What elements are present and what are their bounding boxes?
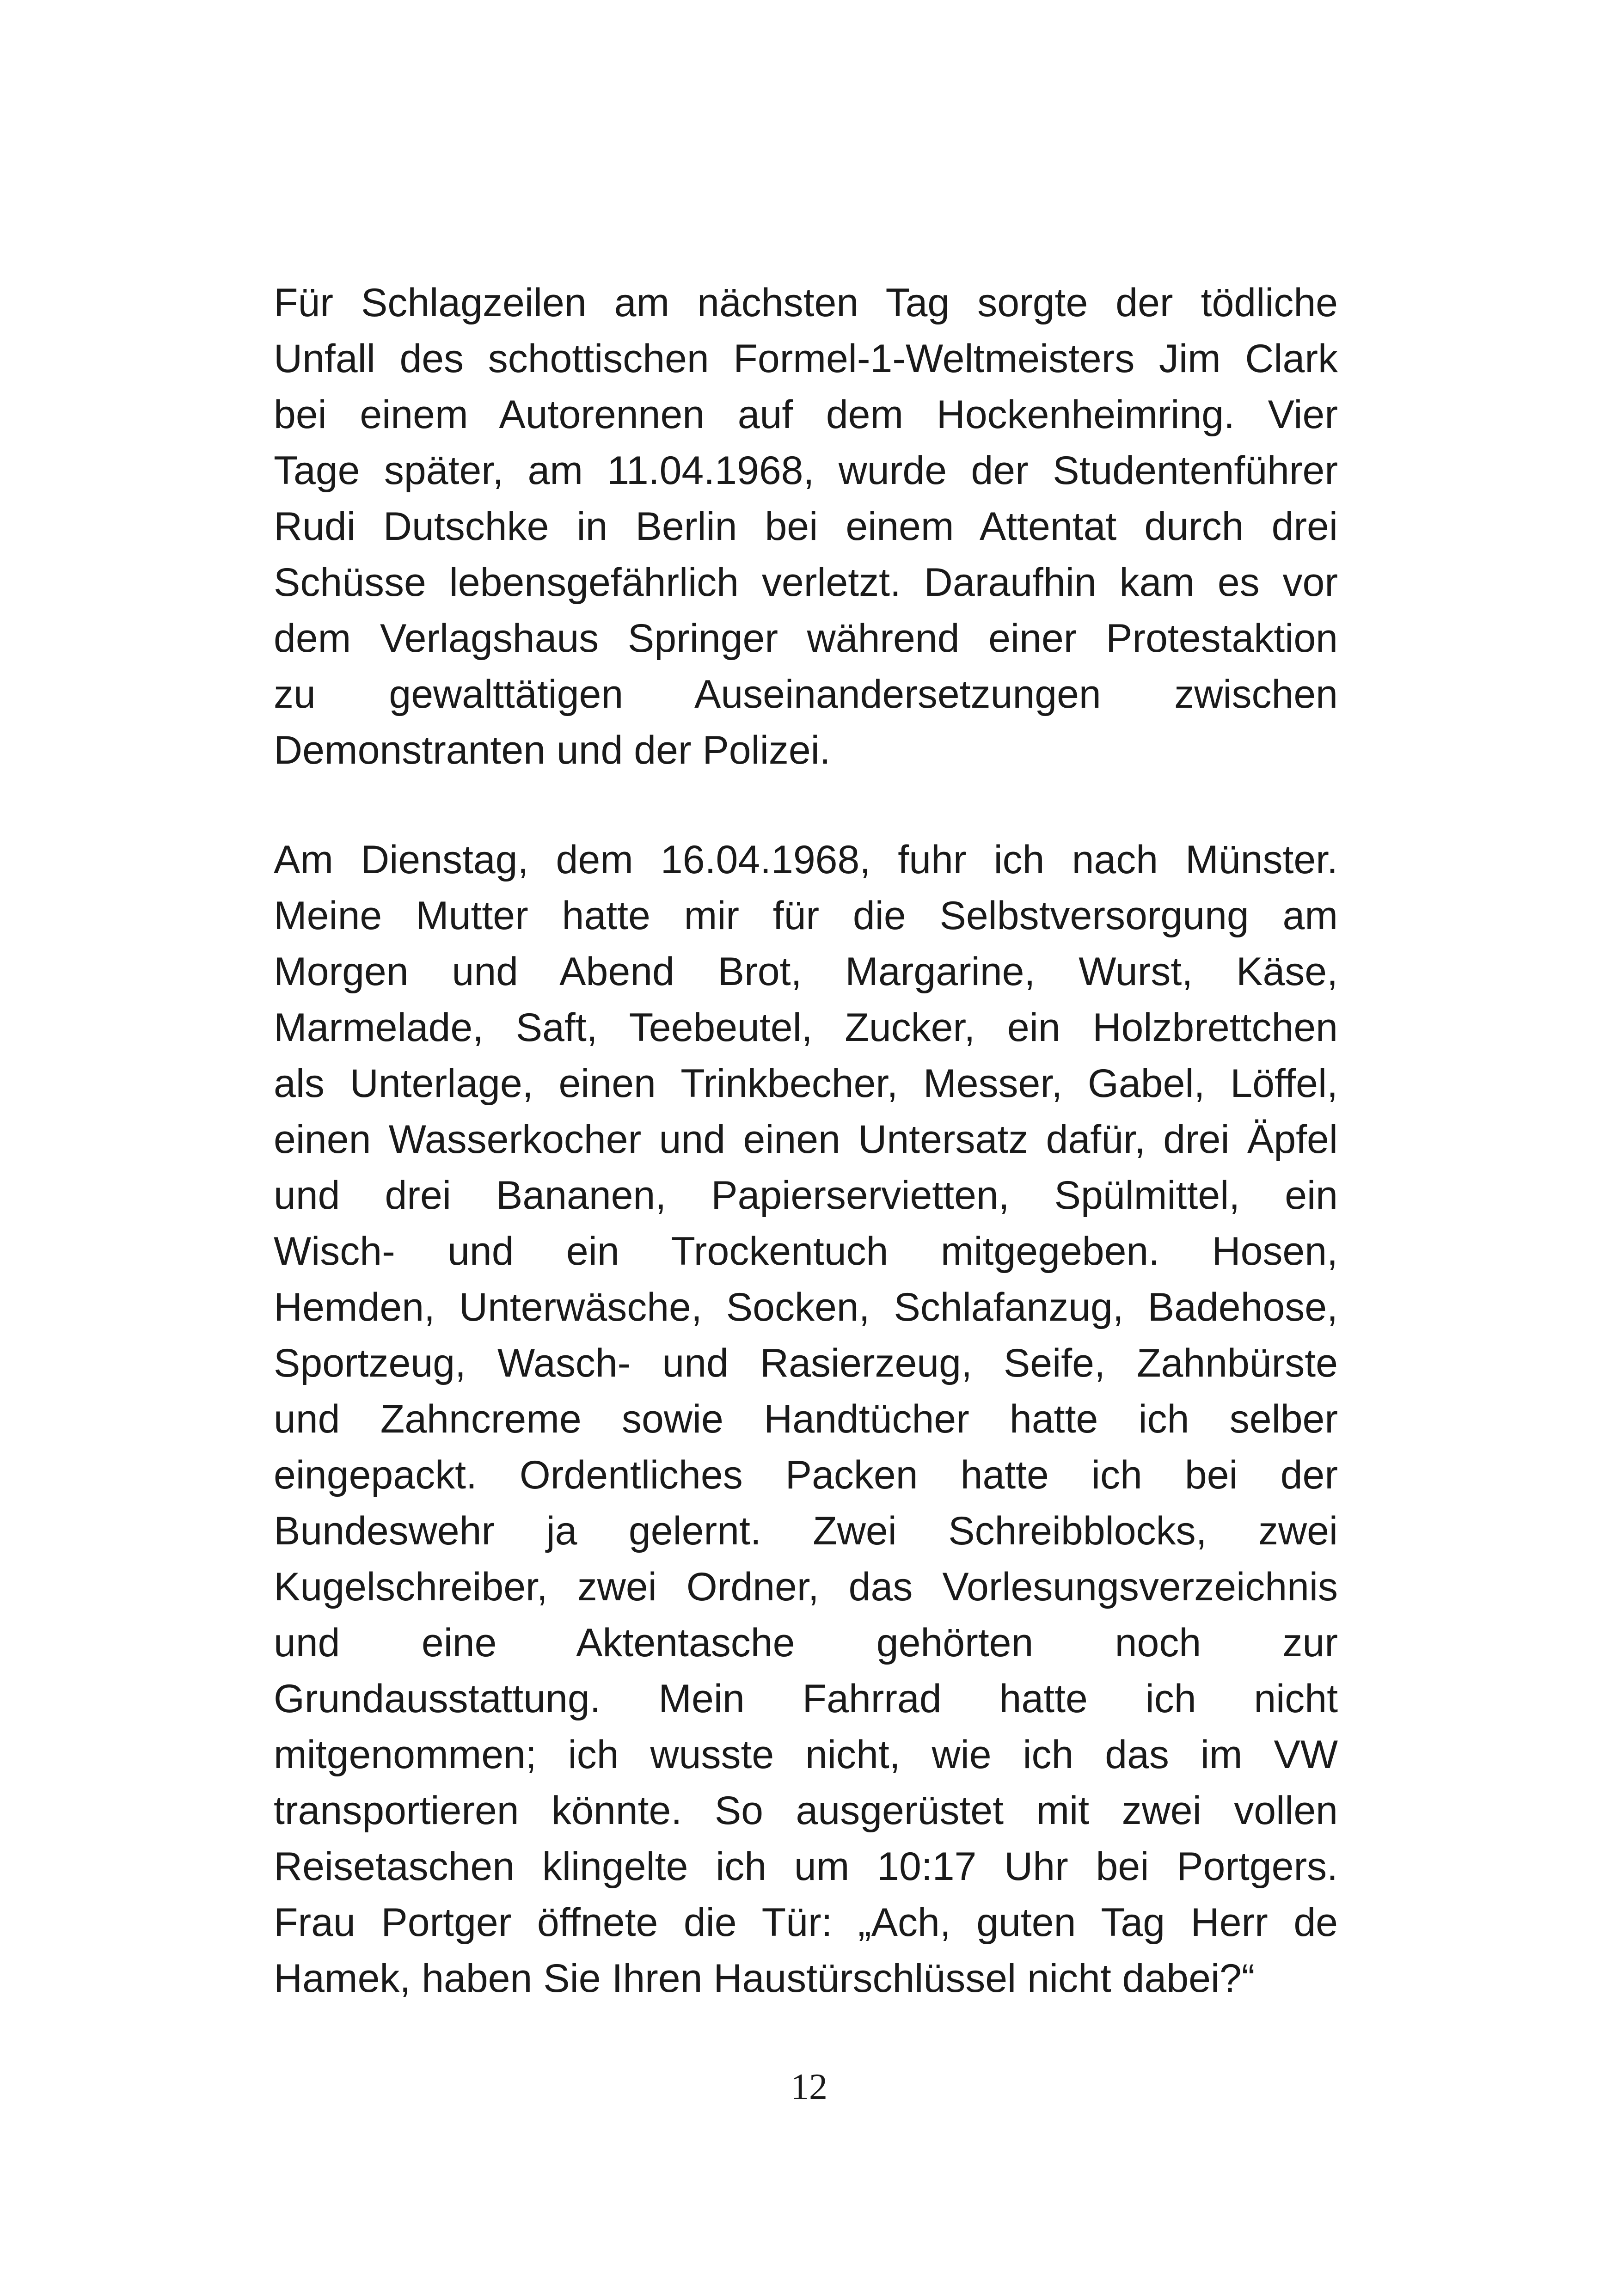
text-line: dem Verlagshaus Springer während einer Protestaktion: [274, 616, 1338, 661]
text-line: mitgenommen; ich wusste nicht, wie ich das im VW: [274, 1733, 1338, 1777]
text-line: zu gewalttätigen Auseinandersetzungen zwischen: [274, 672, 1338, 716]
text-line: Bundeswehr ja gelernt. Zwei Schreibblocks, zwei: [274, 1509, 1338, 1553]
text-line: Unfall des schottischen Formel-1-Weltmeisters Jim Clark: [274, 337, 1338, 381]
text-line: Kugelschreiber, zwei Ordner, das Vorlesungsverzeichnis: [274, 1565, 1338, 1609]
text-line: als Unterlage, einen Trinkbecher, Messer, Gabel, Löffel,: [274, 1061, 1338, 1106]
text-line: transportieren könnte. So ausgerüstet mit zwei vollen: [274, 1788, 1338, 1833]
text-line: Hemden, Unterwäsche, Socken, Schlafanzug, Badehose,: [274, 1285, 1338, 1329]
text-line: bei einem Autorennen auf dem Hockenheimring. Vier: [274, 392, 1338, 437]
text-line: Sportzeug, Wasch- und Rasierzeug, Seife, Zahnbürste: [274, 1341, 1338, 1385]
text-line: Marmelade, Saft, Teebeutel, Zucker, ein Holzbrettchen: [274, 1005, 1338, 1050]
text-line: Demonstranten und der Polizei.: [274, 728, 831, 772]
page-number: 12: [791, 2067, 827, 2107]
paragraph-2: [274, 832, 1338, 2007]
text-line: Für Schlagzeilen am nächsten Tag sorgte der tödliche: [274, 281, 1338, 325]
text-line: Morgen und Abend Brot, Margarine, Wurst, Käse,: [274, 949, 1338, 994]
text-line: eingepackt. Ordentliches Packen hatte ich bei der: [274, 1453, 1338, 1497]
text-line: und Zahncreme sowie Handtücher hatte ich selber: [274, 1397, 1338, 1441]
text-line: Tage später, am 11.04.1968, wurde der Studentenführer: [274, 448, 1338, 493]
text-line: Hamek, haben Sie Ihren Haustürschlüssel nicht dabei?“: [274, 1956, 1255, 2001]
text-line: und drei Bananen, Papierservietten, Spülmittel, ein: [274, 1173, 1338, 1218]
text-line: Grundausstattung. Mein Fahrrad hatte ich nicht: [274, 1677, 1338, 1721]
text-line: einen Wasserkocher und einen Untersatz dafür, drei Äpfel: [274, 1117, 1338, 1162]
paragraph-1: [274, 275, 1338, 778]
text-line: Frau Portger öffnete die Tür: „Ach, guten Tag Herr de: [274, 1900, 1338, 1945]
text-line: Am Dienstag, dem 16.04.1968, fuhr ich nach Münster.: [274, 838, 1338, 882]
text-line: Reisetaschen klingelte ich um 10:17 Uhr bei Portgers.: [274, 1844, 1338, 1889]
text-line: Wisch- und ein Trockentuch mitgegeben. Hosen,: [274, 1229, 1338, 1274]
text-line: Meine Mutter hatte mir für die Selbstversorgung am: [274, 894, 1338, 938]
text-line: und eine Aktentasche gehörten noch zur: [274, 1621, 1338, 1665]
text-line: Schüsse lebensgefährlich verletzt. Daraufhin kam es vor: [274, 560, 1338, 605]
text-line: Rudi Dutschke in Berlin bei einem Attentat durch drei: [274, 504, 1338, 549]
